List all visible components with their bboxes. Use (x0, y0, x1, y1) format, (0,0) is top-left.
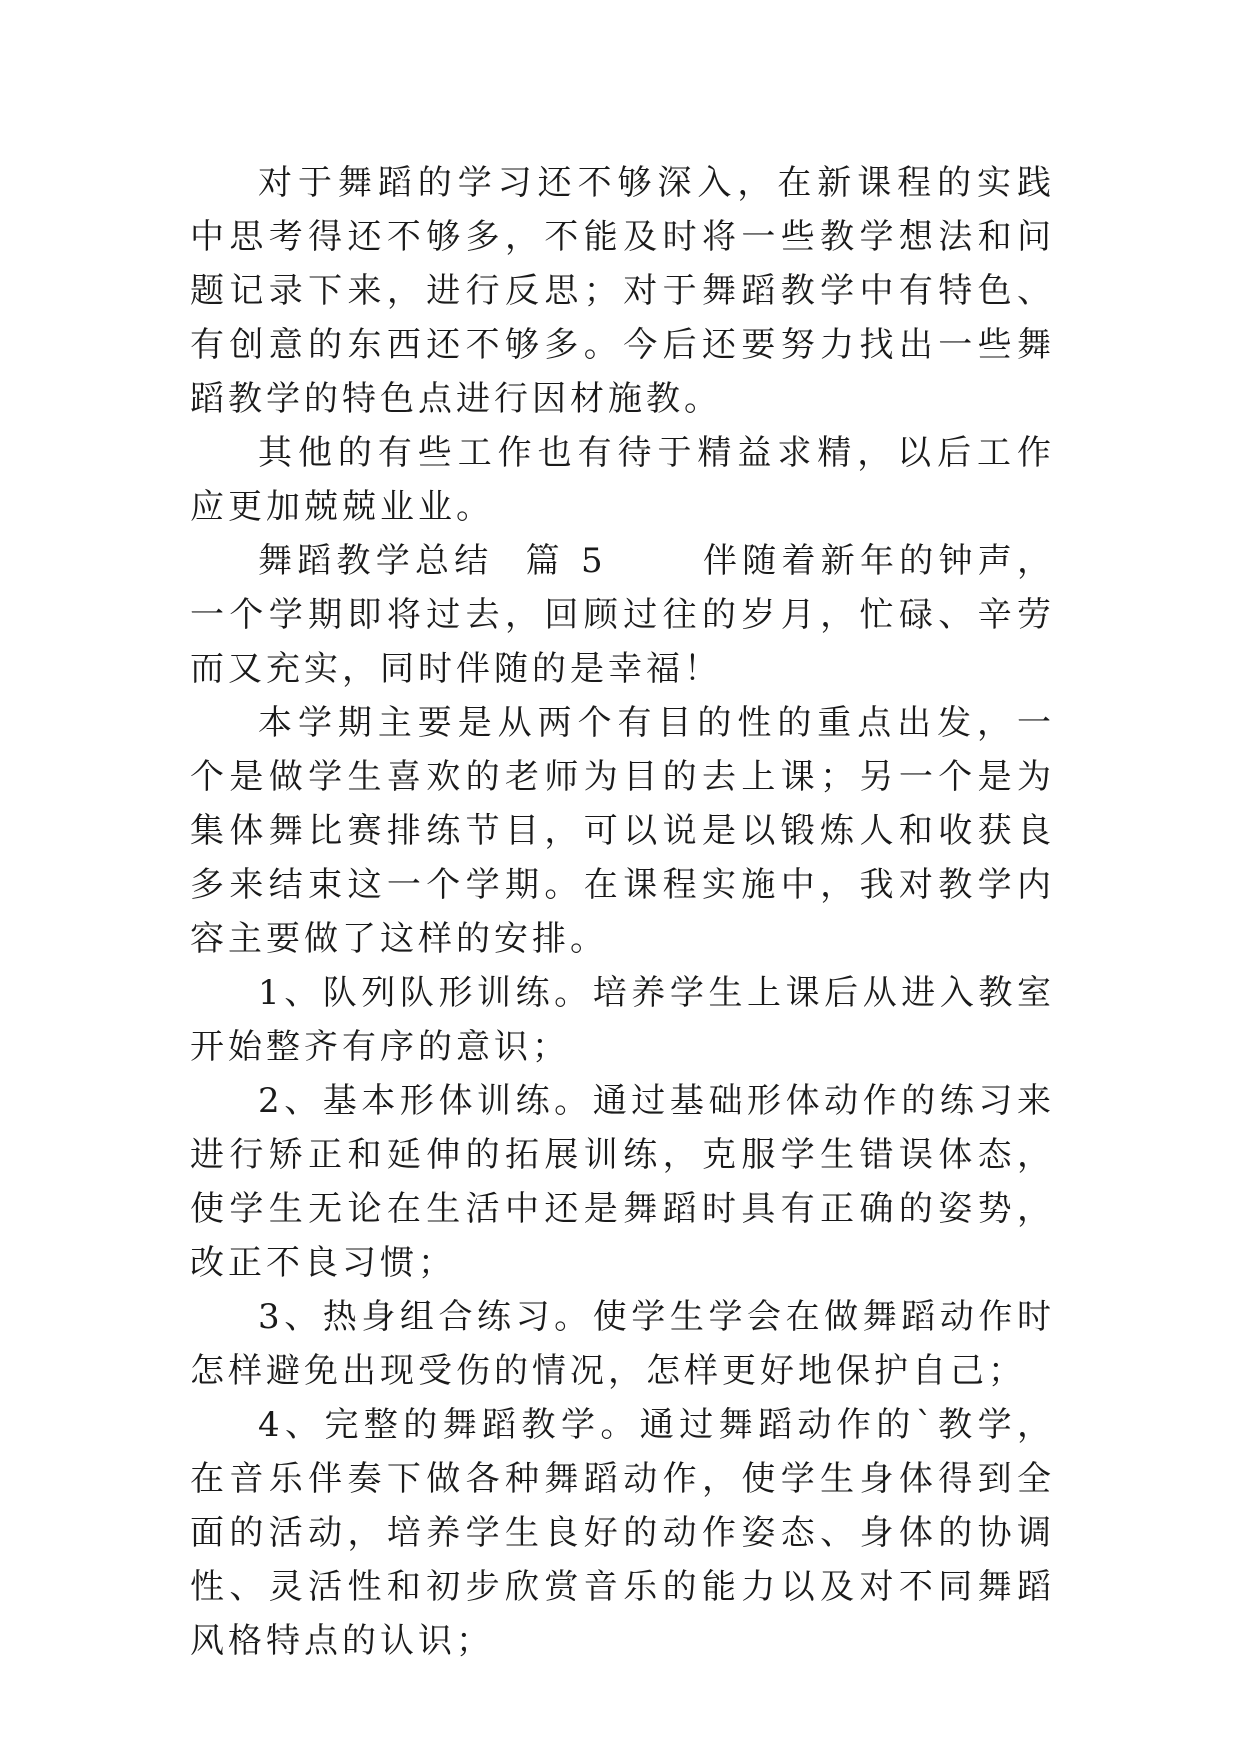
document-body (190, 156, 1055, 1668)
paragraph-reflection: 对于舞蹈的学习还不够深入，在新课程的实践中思考得还不够多，不能及时将一些教学想法和问题记录下来，进行反思；对于舞蹈教学中有特色、有创意的东西还不够多。今后还要努力找出一些舞蹈教学的特色点进行因材施教。 (190, 163, 1055, 419)
list-item-warmup-practice: 3、热身组合练习。使学生学会在做舞蹈动作时怎样避免出现受伤的情况，怎样更好地保护自己； (190, 1297, 1055, 1391)
paragraph-section-5-intro: 舞蹈教学总结 篇 5 伴随着新年的钟声，一个学期即将过去，回顾过往的岁月，忙碌、辛劳而又充实，同时伴随的是幸福！ (190, 541, 1055, 689)
paragraph-other-work: 其他的有些工作也有待于精益求精，以后工作应更加兢兢业业。 (190, 433, 1055, 527)
list-item-body-training: 2、基本形体训练。通过基础形体动作的练习来进行矫正和延伸的拓展训练，克服学生错误体态，使学生无论在生活中还是舞蹈时具有正确的姿势，改正不良习惯； (190, 1081, 1055, 1283)
paragraph-semester-goals: 本学期主要是从两个有目的性的重点出发，一个是做学生喜欢的老师为目的去上课；另一个是为集体舞比赛排练节目，可以说是以锻炼人和收获良多来结束这一个学期。在课程实施中，我对教学内容主要做了这样的安排。 (190, 703, 1055, 959)
list-item-formation-training: 1、队列队形训练。培养学生上课后从进入教室开始整齐有序的意识； (190, 973, 1055, 1067)
list-item-dance-teaching: 4、完整的舞蹈教学。通过舞蹈动作的`教学，在音乐伴奏下做各种舞蹈动作，使学生身体得到全面的活动，培养学生良好的动作姿态、身体的协调性、灵活性和初步欣赏音乐的能力以及对不同舞蹈风格特点的认识； (190, 1405, 1055, 1661)
